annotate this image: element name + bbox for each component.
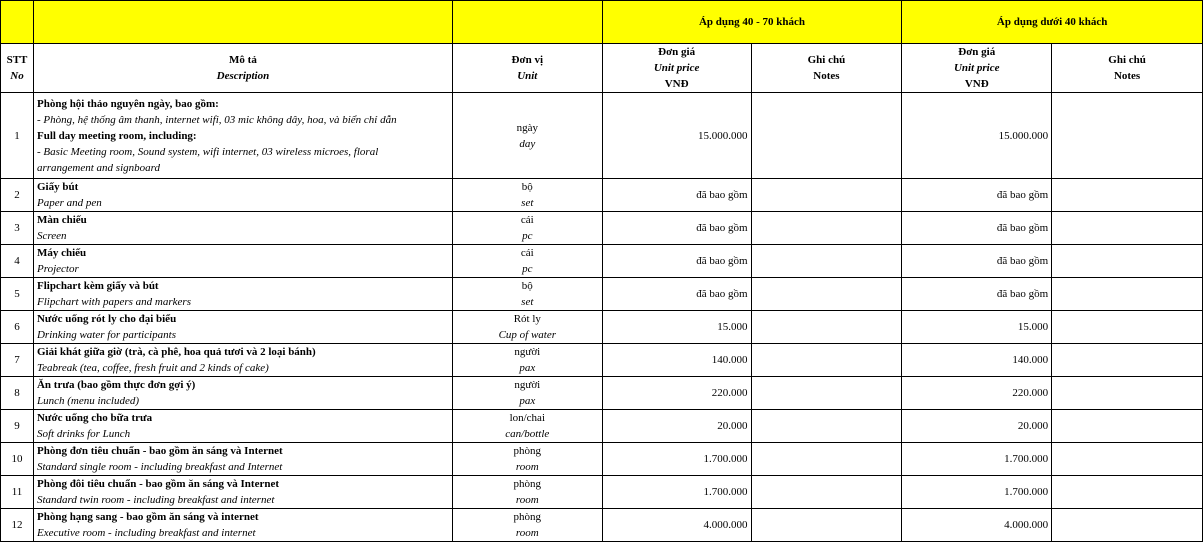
row-notes-b [1052,245,1203,278]
row-notes-a [751,311,902,344]
row-unit: phòng room [452,443,602,476]
row-description: Phòng đơn tiêu chuẩn - bao gồm ăn sáng và Internet Standard single room - including breakfast and Internet [33,443,452,476]
row-price-b: 220.000 [902,377,1052,410]
header-blank-cell [452,1,602,44]
row-number: 10 [1,443,34,476]
row-number: 5 [1,278,34,311]
price-b-header: Đơn giá Unit price VNĐ [902,44,1052,93]
row-description: Máy chiếu Projector [33,245,452,278]
row-number: 1 [1,93,34,179]
row-unit: cái pc [452,245,602,278]
row-notes-a [751,410,902,443]
row-notes-a [751,476,902,509]
row-description: Flipchart kèm giấy và bút Flipchart with papers and markers [33,278,452,311]
row-notes-b [1052,410,1203,443]
header-blank-cell [1,1,34,44]
row-description: Giải khát giữa giờ (trà, cà phê, hoa quả tươi và 2 loại bánh) Teabreak (tea, coffee, fresh fruit and 2 kinds of cake) [33,344,452,377]
row-notes-a [751,245,902,278]
row-number: 6 [1,311,34,344]
table-row [1,377,1203,410]
notes-b-header: Ghi chú Notes [1052,44,1203,93]
row-price-b: đã bao gồm [902,179,1052,212]
row-notes-b [1052,311,1203,344]
row-price-b: đã bao gồm [902,212,1052,245]
row-price-b: 140.000 [902,344,1052,377]
row-price-a: đã bao gồm [602,179,751,212]
row-unit: bộ set [452,179,602,212]
row-unit: cái pc [452,212,602,245]
row-notes-a [751,179,902,212]
row-number: 11 [1,476,34,509]
row-description: Giấy bút Paper and pen [33,179,452,212]
row-number: 3 [1,212,34,245]
table-row [1,443,1203,476]
row-notes-a [751,93,902,179]
table-row [1,509,1203,542]
row-price-b: 15.000.000 [902,93,1052,179]
row-unit: phòng room [452,509,602,542]
row-price-a: 20.000 [602,410,751,443]
row-number: 4 [1,245,34,278]
row-notes-b [1052,377,1203,410]
table-row [1,212,1203,245]
row-price-a: 15.000.000 [602,93,751,179]
row-notes-b [1052,509,1203,542]
table-row [1,245,1203,278]
row-notes-a [751,212,902,245]
row-description: Nước uống cho bữa trưa Soft drinks for Lunch [33,410,452,443]
row-notes-a [751,344,902,377]
row-description: Ăn trưa (bao gồm thực đơn gợi ý) Lunch (menu included) [33,377,452,410]
row-price-a: 220.000 [602,377,751,410]
row-price-a: 1.700.000 [602,443,751,476]
group-header-row [1,1,1203,44]
row-notes-b [1052,344,1203,377]
row-price-a: 140.000 [602,344,751,377]
unit-header: Đơn vị Unit [452,44,602,93]
row-price-b: 20.000 [902,410,1052,443]
group-b-header: Áp dụng dưới 40 khách [902,1,1203,44]
table-row [1,344,1203,377]
row-description: Phòng đôi tiêu chuẩn - bao gồm ăn sáng và Internet Standard twin room - including breakfast and internet [33,476,452,509]
row-unit: Rót ly Cup of water [452,311,602,344]
row-number: 8 [1,377,34,410]
row-price-a: đã bao gồm [602,212,751,245]
row-price-a: 4.000.000 [602,509,751,542]
row-notes-a [751,443,902,476]
row-notes-b [1052,443,1203,476]
row-description: Màn chiếu Screen [33,212,452,245]
row-number: 12 [1,509,34,542]
row-notes-a [751,509,902,542]
description-header: Mô tả Description [33,44,452,93]
stt-header: STT No [1,44,34,93]
row-price-b: đã bao gồm [902,245,1052,278]
column-header-row [1,44,1203,93]
table-row [1,93,1203,179]
row-unit: người pax [452,377,602,410]
row-description: Phòng hội thảo nguyên ngày, bao gồm: - Phòng, hệ thống âm thanh, internet wifi, 03 mic không dây, hoa, và biển chỉ dẫn Full day meeting room, including: - Basic Meeting room, Sound system, wifi internet, 03 wireless microes, floral arrangement and signboard [33,93,452,179]
row-description: Nước uống rót ly cho đại biểu Drinking water for participants [33,311,452,344]
row-price-a: 15.000 [602,311,751,344]
table-row [1,476,1203,509]
header-blank-cell [33,1,452,44]
row-unit: người pax [452,344,602,377]
row-price-b: 4.000.000 [902,509,1052,542]
row-price-a: 1.700.000 [602,476,751,509]
row-notes-b [1052,93,1203,179]
row-number: 7 [1,344,34,377]
row-unit: ngày day [452,93,602,179]
row-description: Phòng hạng sang - bao gồm ăn sáng và internet Executive room - including breakfast and internet [33,509,452,542]
row-notes-b [1052,278,1203,311]
row-notes-b [1052,179,1203,212]
row-price-b: 1.700.000 [902,443,1052,476]
notes-a-header: Ghi chú Notes [751,44,902,93]
row-unit: bộ set [452,278,602,311]
row-notes-b [1052,476,1203,509]
row-notes-a [751,377,902,410]
table-row [1,278,1203,311]
price-a-header: Đơn giá Unit price VNĐ [602,44,751,93]
row-price-a: đã bao gồm [602,245,751,278]
row-unit: lon/chai can/bottle [452,410,602,443]
table-row [1,179,1203,212]
row-price-b: đã bao gồm [902,278,1052,311]
row-unit: phòng room [452,476,602,509]
table-row [1,410,1203,443]
table-row [1,311,1203,344]
row-price-b: 1.700.000 [902,476,1052,509]
row-number: 9 [1,410,34,443]
group-a-header: Áp dụng 40 - 70 khách [602,1,902,44]
row-notes-b [1052,212,1203,245]
row-notes-a [751,278,902,311]
row-number: 2 [1,179,34,212]
row-price-b: 15.000 [902,311,1052,344]
row-price-a: đã bao gồm [602,278,751,311]
